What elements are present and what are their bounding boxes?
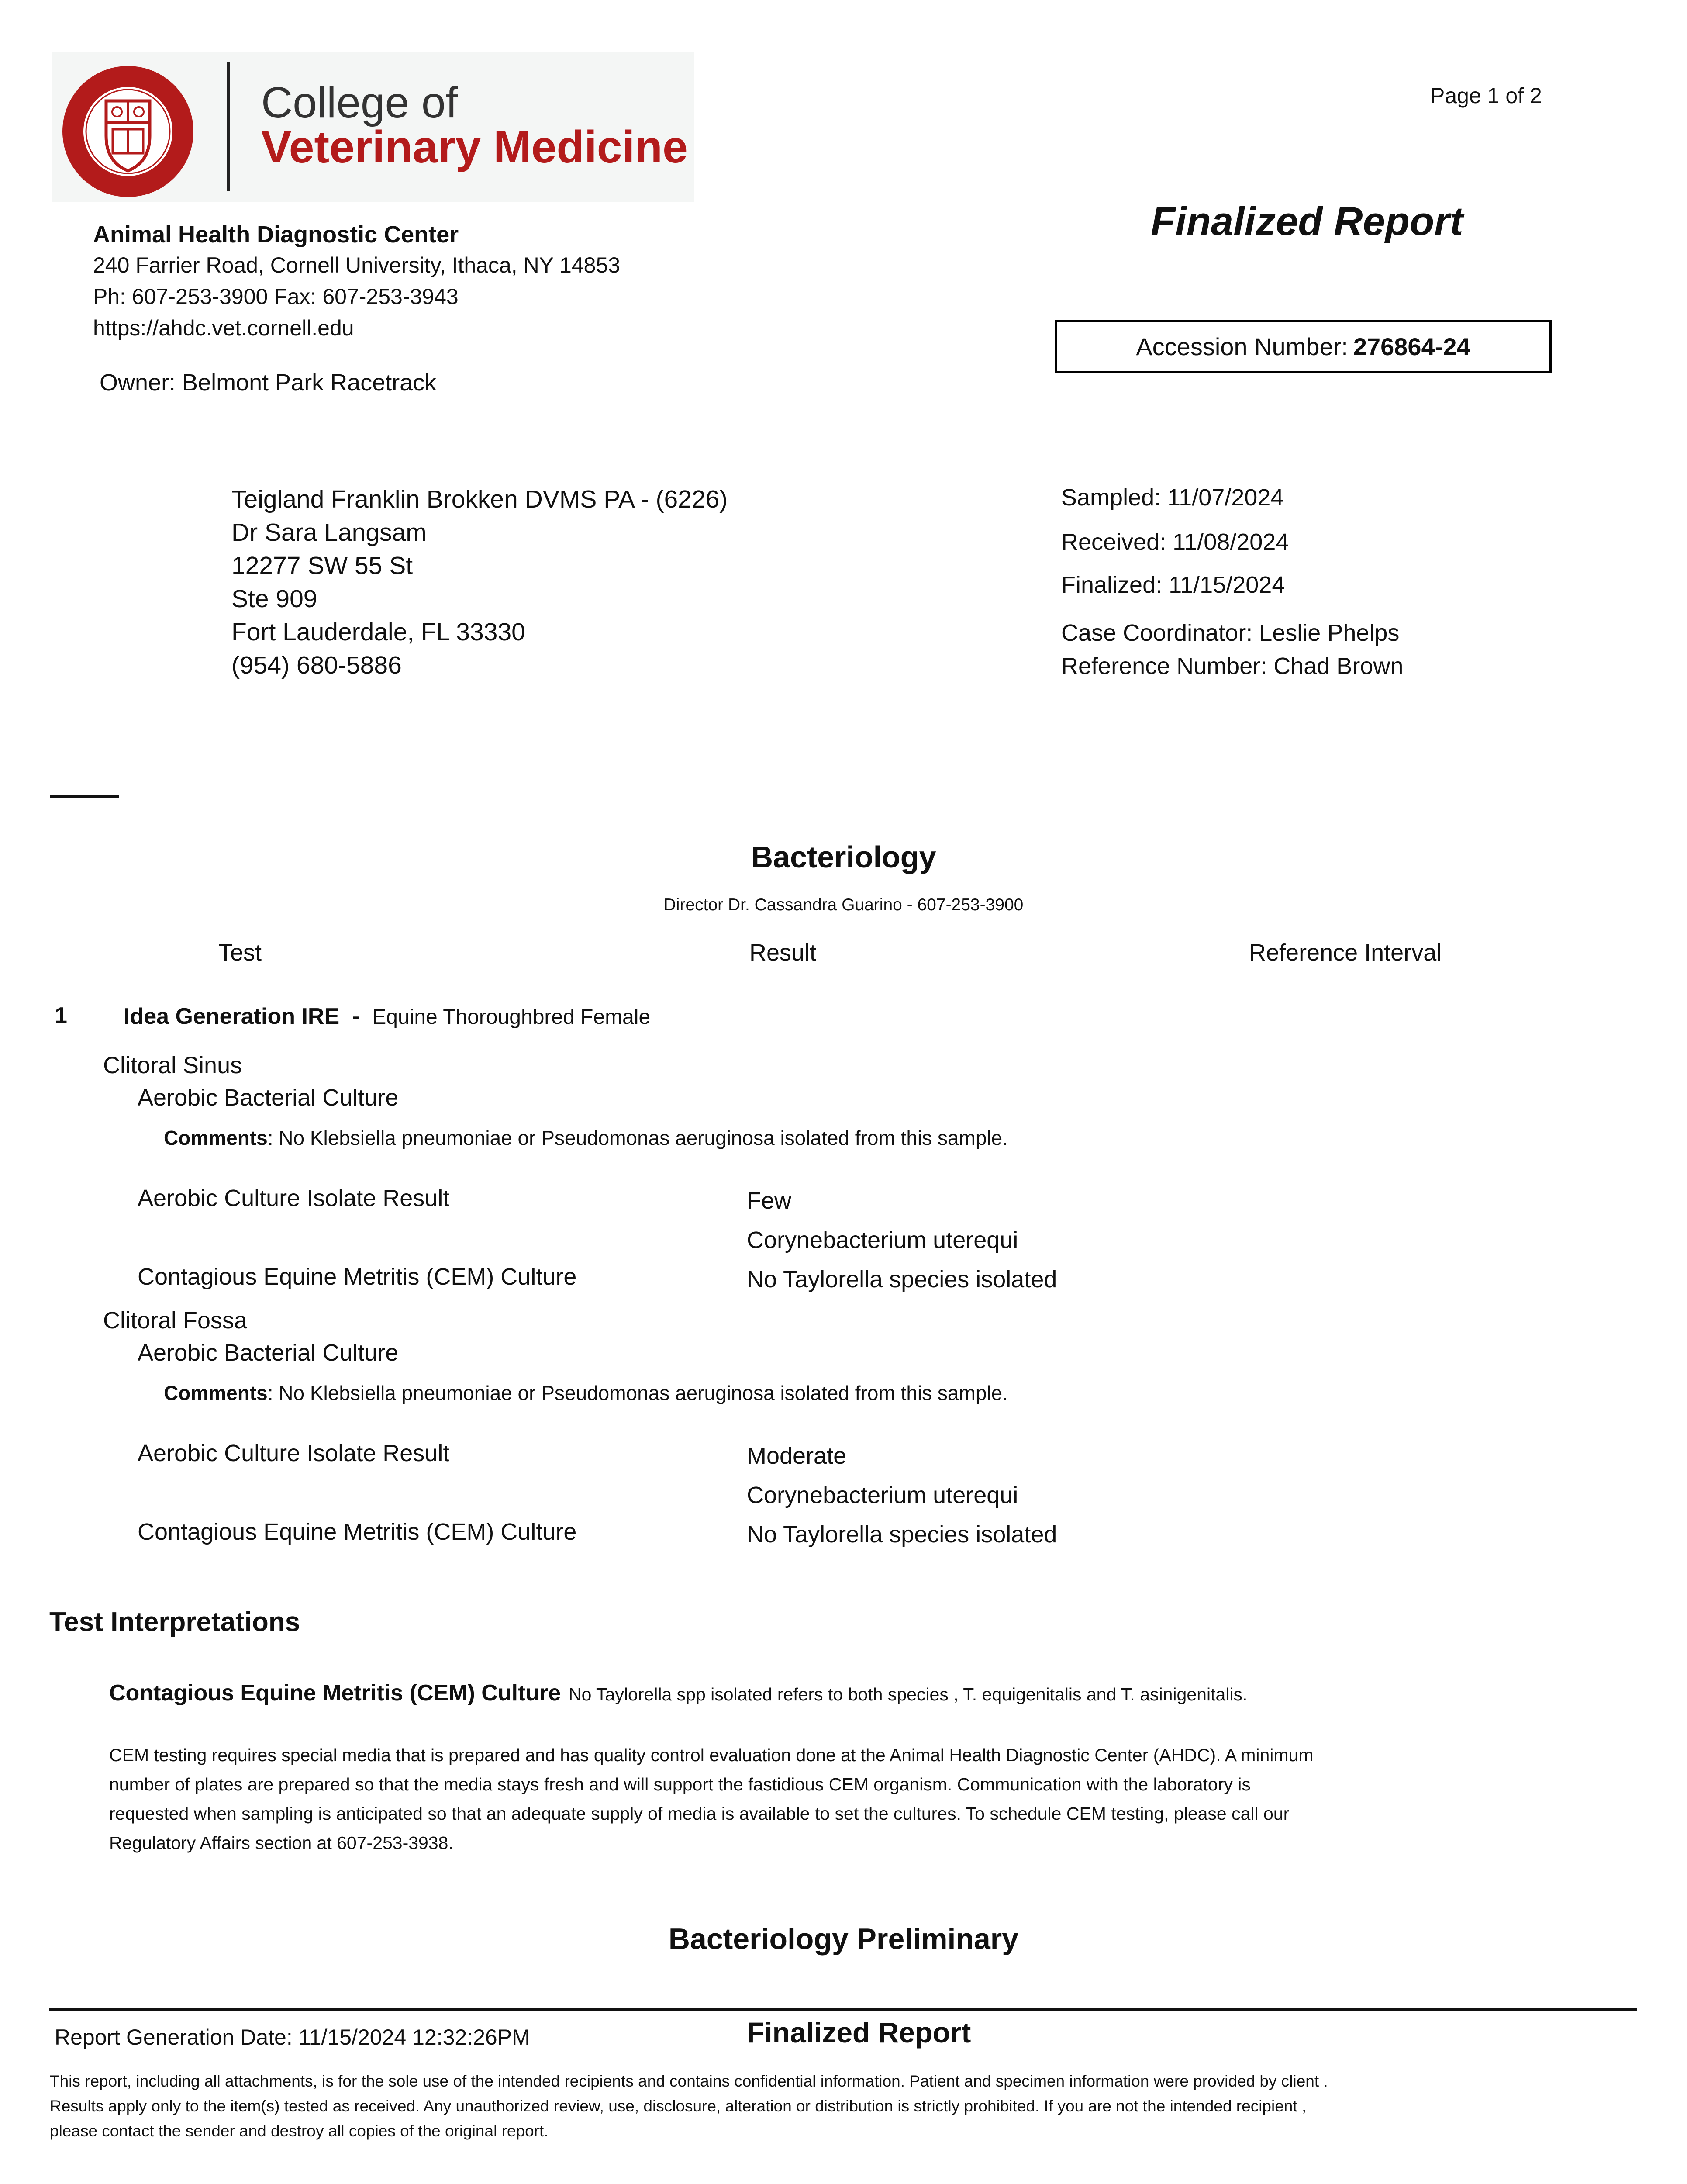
column-result: Result <box>749 940 817 966</box>
cem-paragraph-line: Regulatory Affairs section at 607-253-3938. <box>109 1833 453 1853</box>
site-name: Clitoral Fossa <box>103 1307 248 1334</box>
animal-name: Idea Generation IRE <box>124 1004 340 1029</box>
cem-label: Contagious Equine Metritis (CEM) Culture <box>138 1264 577 1290</box>
column-reference-interval: Reference Interval <box>1249 940 1442 966</box>
logo-divider <box>227 62 230 191</box>
isolate-label: Aerobic Culture Isolate Result <box>138 1185 450 1211</box>
interpretations-heading: Test Interpretations <box>49 1607 300 1637</box>
accession-box <box>1055 320 1552 373</box>
short-divider <box>50 795 119 798</box>
isolate-organism: Corynebacterium uterequi <box>747 1227 1018 1253</box>
client-suite: Ste 909 <box>231 585 317 613</box>
animal-line <box>124 1003 650 1030</box>
section-director: Director Dr. Cassandra Guarino - 607-253-3900 <box>663 895 1024 914</box>
comments-text: : No Klebsiella pneumoniae or Pseudomonas aeruginosa isolated from this sample. <box>267 1127 1008 1149</box>
cem-result: No Taylorella species isolated <box>747 1521 1057 1548</box>
isolate-label: Aerobic Culture Isolate Result <box>138 1440 450 1466</box>
preliminary-title: Bacteriology Preliminary <box>668 1922 1019 1956</box>
report-title: Finalized Report <box>1151 199 1463 244</box>
cornell-seal-icon <box>60 64 196 199</box>
footer-disclaimer <box>50 2069 1637 2143</box>
isolate-organism: Corynebacterium uterequi <box>747 1482 1018 1508</box>
accession-label: Accession Number: <box>1136 332 1348 360</box>
footer-divider <box>49 2008 1637 2011</box>
report-generation-date: Report Generation Date: 11/15/2024 12:32:26PM <box>55 2025 530 2049</box>
cem-interpretation-note: No Taylorella spp isolated refers to both species , T. equigenitalis and T. asinigenitalis. <box>569 1684 1248 1704</box>
logo-college-of: College of <box>261 78 458 127</box>
disclaimer-line: please contact the sender and destroy all copies of the original report. <box>50 2122 549 2140</box>
animal-number: 1 <box>55 1003 67 1028</box>
lab-phone: Ph: 607-253-3900 Fax: 607-253-3943 <box>93 284 459 309</box>
cem-paragraph-line: CEM testing requires special media that is prepared and has quality control evaluation done at the Animal Health Diagnostic Center (AHDC). A minimum <box>109 1745 1314 1765</box>
disclaimer-line: This report, including all attachments, is for the sole use of the intended recipients and contains confidential information. Patient and specimen information were provided by client . <box>50 2072 1328 2090</box>
lab-website: https://ahdc.vet.cornell.edu <box>93 316 354 340</box>
logo-veterinary-medicine: Veterinary Medicine <box>261 122 688 173</box>
client-practice: Teigland Franklin Brokken DVMS PA - (6226) <box>231 485 728 513</box>
page-number: Page 1 of 2 <box>1430 83 1542 108</box>
comments-line <box>164 1126 1008 1150</box>
cem-result: No Taylorella species isolated <box>747 1266 1057 1292</box>
accession-number: 276864-24 <box>1353 332 1470 360</box>
comments-line <box>164 1381 1008 1405</box>
column-test: Test <box>218 940 262 966</box>
client-city: Fort Lauderdale, FL 33330 <box>231 618 525 646</box>
sampled-date: Sampled: 11/07/2024 <box>1061 484 1284 511</box>
lab-name: Animal Health Diagnostic Center <box>93 221 459 248</box>
case-coordinator: Case Coordinator: Leslie Phelps <box>1061 620 1400 646</box>
reference-number: Reference Number: Chad Brown <box>1061 653 1404 679</box>
received-date: Received: 11/08/2024 <box>1061 529 1289 555</box>
test-name: Aerobic Bacterial Culture <box>138 1085 399 1111</box>
cem-label: Contagious Equine Metritis (CEM) Culture <box>138 1519 577 1545</box>
comments-label: Comments <box>164 1382 268 1404</box>
animal-separator: - <box>352 1004 360 1029</box>
client-street: 12277 SW 55 St <box>231 552 413 580</box>
test-name: Aerobic Bacterial Culture <box>138 1340 399 1366</box>
disclaimer-line: Results apply only to the item(s) tested as received. Any unauthorized review, use, disclosure, alteration or distribution is strictly prohibited. If you are not the intended recipient , <box>50 2097 1307 2115</box>
lab-address: 240 Farrier Road, Cornell University, Ithaca, NY 14853 <box>93 253 621 277</box>
college-logo <box>52 52 694 202</box>
footer-report-title: Finalized Report <box>747 2016 971 2049</box>
owner: Owner: Belmont Park Racetrack <box>100 370 437 396</box>
site-name: Clitoral Sinus <box>103 1052 242 1078</box>
comments-text: : No Klebsiella pneumoniae or Pseudomonas aeruginosa isolated from this sample. <box>267 1382 1008 1404</box>
cem-interpretation-title: Contagious Equine Metritis (CEM) Culture <box>109 1680 561 1706</box>
cem-interpretation-line <box>109 1680 1247 1706</box>
animal-details: Equine Thoroughbred Female <box>372 1006 651 1029</box>
cem-paragraph-line: number of plates are prepared so that the media stays fresh and will support the fastidious CEM organism. Communication with the laboratory is <box>109 1774 1251 1794</box>
client-phone: (954) 680-5886 <box>231 651 402 679</box>
section-title: Bacteriology <box>751 840 936 874</box>
finalized-date: Finalized: 11/15/2024 <box>1061 572 1285 598</box>
comments-label: Comments <box>164 1127 268 1149</box>
cem-paragraph <box>109 1741 1314 1858</box>
isolate-quantity: Few <box>747 1188 792 1214</box>
client-doctor: Dr Sara Langsam <box>231 518 427 546</box>
cem-paragraph-line: requested when sampling is anticipated so that an adequate supply of media is available to set the cultures. To schedule CEM testing, please call our <box>109 1804 1290 1824</box>
isolate-quantity: Moderate <box>747 1443 847 1469</box>
